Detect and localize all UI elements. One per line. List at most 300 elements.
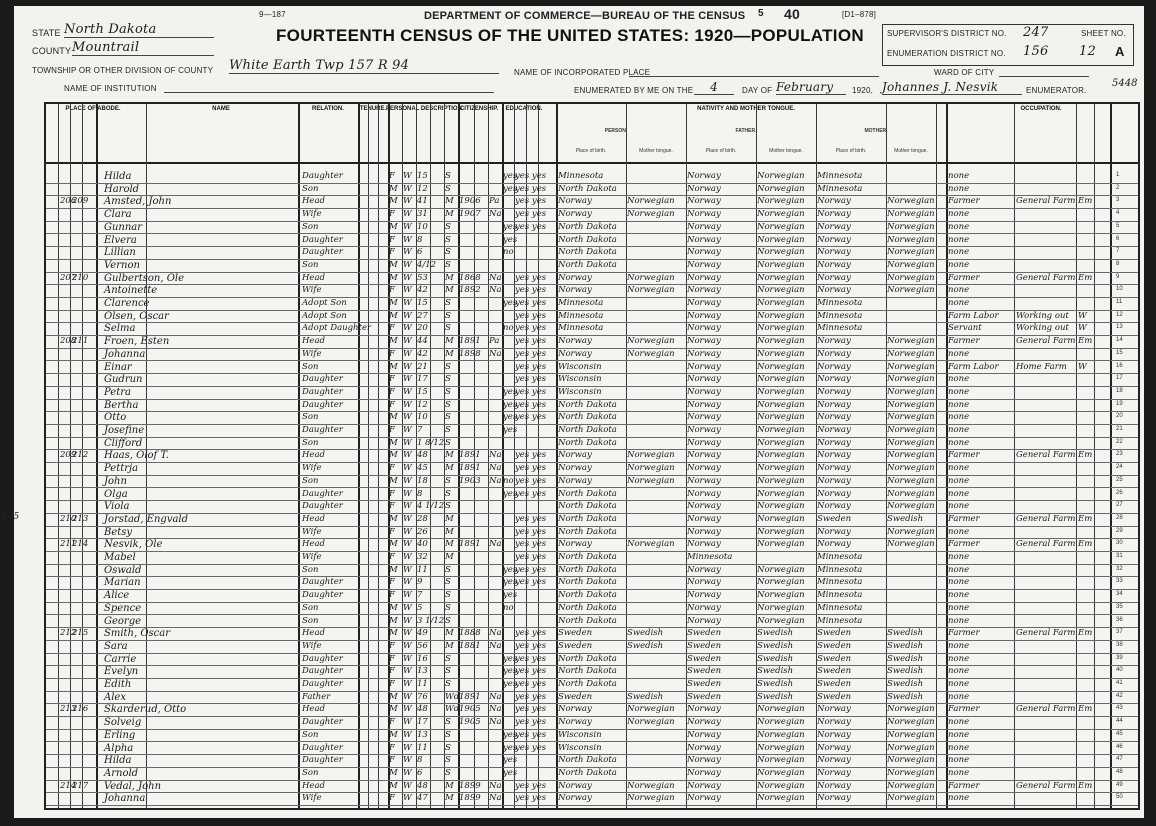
mother-birthplace-cell: Norway	[817, 717, 851, 728]
employment-class-cell: Em	[1078, 450, 1093, 461]
age-cell: 31	[417, 209, 428, 220]
naturalization-cell: Na	[489, 539, 502, 550]
age-cell: 6	[417, 767, 423, 778]
mother-native-tongue-cell: Norwegian	[887, 437, 935, 448]
mother-birthplace-cell: Norway	[817, 755, 851, 766]
enumerator-name: Johannes J. Nesvik	[882, 80, 1022, 95]
birthplace-cell: Wisconsin	[558, 742, 602, 753]
occupation-cell: none	[948, 399, 970, 410]
line-number: 43	[1116, 705, 1123, 712]
occupation-cell: none	[948, 729, 970, 740]
person-name-cell: Harold	[104, 183, 140, 195]
institution-label: NAME OF INSTITUTION	[64, 84, 157, 93]
father-birthplace-cell: Norway	[687, 323, 721, 334]
mother-native-tongue-cell: Norwegian	[887, 729, 935, 740]
relation-cell: Daughter	[302, 666, 343, 677]
table-row	[46, 221, 1138, 235]
father-tongue-cell: Norwegian	[757, 513, 805, 524]
relation-cell: Daughter	[302, 374, 343, 385]
relation-cell: Daughter	[302, 501, 343, 512]
year-immigration-cell: 1903	[459, 475, 481, 486]
mother-birthplace-cell: Norway	[817, 463, 851, 474]
occupation-cell: none	[948, 666, 970, 677]
mother-native-tongue-cell: Norwegian	[887, 501, 935, 512]
father-birthplace-cell: Norway	[687, 488, 721, 499]
race-cell: W	[403, 539, 412, 550]
sex-cell: F	[389, 425, 395, 435]
family-number-cell: 217	[72, 780, 89, 791]
marital-status-cell: M	[445, 793, 454, 804]
naturalization-cell: Na	[489, 691, 502, 702]
mother-birthplace-cell: Norway	[817, 780, 851, 791]
school-attendance-cell: no	[503, 475, 514, 486]
relation-cell: Son	[302, 259, 319, 270]
school-attendance-cell: yes	[503, 399, 518, 410]
person-name-cell: Edith	[104, 679, 132, 690]
school-attendance-cell: yes	[503, 171, 518, 181]
table-row	[46, 703, 1138, 717]
employment-class-cell: Em	[1078, 196, 1093, 207]
year-immigration-cell: 1891	[459, 463, 481, 474]
line-number: 20	[1116, 413, 1123, 420]
father-tongue-cell: Swedish	[757, 666, 794, 677]
read-write-cell: yes yes	[515, 628, 547, 639]
mother-native-tongue-cell: Norwegian	[887, 450, 935, 461]
birthplace-cell: Sweden	[558, 691, 593, 702]
father-birthplace-cell: Norway	[687, 336, 721, 347]
race-cell: W	[403, 437, 412, 448]
age-cell: 27	[417, 310, 428, 321]
sex-cell: F	[389, 679, 395, 689]
mother-birthplace-cell: Minnesota	[817, 602, 863, 613]
birthplace-cell: North Dakota	[558, 602, 617, 613]
mother-native-tongue-cell: Norwegian	[887, 425, 935, 435]
mother-native-tongue-cell: Norwegian	[887, 285, 935, 296]
father-birthplace-cell: Norway	[687, 234, 721, 245]
age-cell: 42	[417, 285, 428, 296]
relation-cell: Son	[302, 475, 319, 486]
father-birthplace-cell: Norway	[687, 361, 721, 372]
marital-status-cell: M	[445, 196, 454, 207]
father-tongue-cell: Norwegian	[757, 590, 805, 601]
person-name-cell: Alpha	[104, 742, 134, 754]
read-write-cell: yes yes	[515, 463, 547, 474]
relation-cell: Head	[302, 272, 325, 283]
race-cell: W	[403, 590, 412, 601]
table-row	[46, 208, 1138, 222]
mother-birthplace-cell: Norway	[817, 488, 851, 499]
sex-cell: F	[389, 399, 395, 410]
industry-cell: General Farm	[1016, 196, 1076, 207]
mother-birthplace-cell: Sweden	[817, 513, 852, 524]
father-birthplace-cell: Norway	[687, 209, 721, 220]
enum-district-value: 156	[1023, 44, 1049, 59]
relation-cell: Daughter	[302, 755, 343, 766]
year-immigration-cell: 1891	[459, 336, 481, 347]
occupation-cell: none	[948, 691, 970, 702]
year-immigration-cell: 1868	[459, 272, 481, 283]
race-cell: W	[403, 704, 412, 715]
father-birthplace-cell: Norway	[687, 755, 721, 766]
race-cell: W	[403, 386, 412, 397]
marital-status-cell: S	[445, 234, 451, 245]
person-name-cell: Solveig	[104, 717, 142, 729]
line-number: 18	[1116, 387, 1123, 394]
dwelling-number-cell: 209	[60, 450, 77, 461]
father-tongue-cell: Norwegian	[757, 717, 805, 728]
birthplace-cell: Wisconsin	[558, 386, 602, 397]
person-name-cell: Johanna	[104, 793, 146, 805]
mother-tongue-cell: Swedish	[627, 640, 664, 651]
father-tongue-cell: Norwegian	[757, 247, 805, 258]
occupation-cell: Farmer	[948, 336, 980, 347]
table-row	[46, 691, 1138, 705]
census-title: FOURTEENTH CENSUS OF THE UNITED STATES: 1920—POPULATION	[276, 26, 864, 45]
person-name-cell: Amsted, John	[104, 196, 172, 208]
birthplace-cell: Norway	[558, 272, 592, 283]
line-number: 24	[1116, 464, 1123, 471]
table-row	[46, 564, 1138, 578]
school-attendance-cell: yes	[503, 425, 518, 435]
family-number-cell: 213	[72, 513, 89, 524]
birthplace-cell: Norway	[558, 793, 592, 804]
father-birthplace-cell: Norway	[687, 475, 721, 486]
naturalization-cell: Na	[489, 450, 502, 461]
father-tongue-cell: Norwegian	[757, 209, 805, 220]
father-birthplace-cell: Norway	[687, 247, 721, 258]
mother-birthplace-cell: Norway	[817, 399, 851, 410]
mother-birthplace-cell: Norway	[817, 374, 851, 385]
race-cell: W	[403, 234, 412, 245]
race-cell: W	[403, 564, 412, 575]
father-tongue-cell: Norwegian	[757, 348, 805, 359]
occupation-cell: none	[948, 209, 970, 220]
sex-cell: F	[389, 742, 395, 753]
sex-cell: M	[389, 221, 398, 232]
relation-cell: Daughter	[302, 399, 343, 410]
mother-birthplace-cell: Sweden	[817, 653, 852, 664]
birthplace-cell: Sweden	[558, 640, 593, 651]
sex-cell: F	[389, 374, 395, 385]
table-row	[46, 297, 1138, 311]
mother-native-tongue-cell: Norwegian	[887, 488, 935, 499]
occupation-cell: none	[948, 793, 970, 804]
employment-class-cell: Em	[1078, 628, 1093, 639]
age-cell: 4 1/12	[417, 501, 445, 512]
table-row	[46, 411, 1138, 425]
marital-status-cell: S	[445, 742, 451, 753]
father-birthplace-cell: Norway	[687, 767, 721, 778]
person-name-cell: Jorstad, Engvald	[104, 513, 189, 525]
marital-status-cell: S	[445, 653, 451, 664]
relation-cell: Son	[302, 767, 319, 778]
mother-native-tongue-cell: Norwegian	[887, 767, 935, 778]
father-birthplace-cell: Norway	[687, 425, 721, 435]
race-cell: W	[403, 475, 412, 486]
institution-value-line	[164, 82, 494, 93]
mother-tongue-cell: Norwegian	[627, 793, 675, 804]
line-number: 45	[1116, 730, 1123, 737]
age-cell: 53	[417, 272, 428, 283]
person-name-cell: Olga	[104, 488, 128, 500]
relation-cell: Head	[302, 704, 325, 715]
person-name-cell: Erling	[104, 729, 136, 741]
table-row	[46, 449, 1138, 463]
sub-person-tongue: Mother tongue.	[639, 148, 673, 154]
mother-birthplace-cell: Minnesota	[817, 552, 863, 562]
father-tongue-cell: Norwegian	[757, 704, 805, 715]
school-attendance-cell: yes	[503, 666, 518, 677]
person-name-cell: Oswald	[104, 564, 142, 576]
line-number: 25	[1116, 476, 1123, 483]
father-tongue-cell: Norwegian	[757, 577, 805, 588]
form-code: [D1–878]	[842, 10, 877, 19]
father-birthplace-cell: Sweden	[687, 679, 722, 689]
read-write-cell: yes yes	[515, 209, 547, 220]
read-write-cell: yes yes	[515, 552, 547, 562]
mother-tongue-cell: Norwegian	[627, 272, 675, 283]
occupation-cell: none	[948, 374, 970, 385]
birthplace-cell: North Dakota	[558, 259, 617, 270]
industry-cell: Working out	[1016, 323, 1069, 334]
person-name-cell: Sara	[104, 640, 128, 652]
birthplace-cell: Wisconsin	[558, 374, 602, 385]
race-cell: W	[403, 196, 412, 207]
read-write-cell: yes yes	[515, 450, 547, 461]
race-cell: W	[403, 729, 412, 740]
occupation-cell: none	[948, 755, 970, 766]
enumerated-label: ENUMERATED BY ME ON THE	[574, 86, 694, 95]
read-write-cell: yes yes	[515, 717, 547, 728]
marital-status-cell: S	[445, 374, 451, 385]
age-cell: 20	[417, 323, 428, 334]
father-tongue-cell: Norwegian	[757, 285, 805, 296]
table-row	[46, 475, 1138, 489]
birthplace-cell: Norway	[558, 704, 592, 715]
table-row	[46, 462, 1138, 476]
table-row	[46, 361, 1138, 375]
year-immigration-cell: 1898	[459, 348, 481, 359]
mother-native-tongue-cell: Swedish	[887, 691, 924, 702]
group-name: NAME	[212, 106, 230, 112]
relation-cell: Head	[302, 450, 325, 461]
mother-birthplace-cell: Norway	[817, 209, 851, 220]
line-number: 26	[1116, 489, 1123, 496]
birthplace-cell: Norway	[558, 336, 592, 347]
dwelling-number-cell: 214	[60, 780, 77, 791]
father-tongue-cell: Norwegian	[757, 615, 805, 626]
father-birthplace-cell: Minnesota	[687, 552, 733, 562]
father-tongue-cell: Norwegian	[757, 729, 805, 740]
person-name-cell: Otto	[104, 412, 127, 424]
relation-cell: Daughter	[302, 679, 343, 689]
sheet-letter: A	[1115, 44, 1125, 59]
age-cell: 48	[417, 450, 428, 461]
mother-birthplace-cell: Norway	[817, 272, 851, 283]
table-row	[46, 386, 1138, 400]
incorporated-place-line	[629, 66, 879, 77]
birthplace-cell: North Dakota	[558, 412, 617, 423]
naturalization-cell: Na	[489, 272, 502, 283]
father-tongue-cell: Norwegian	[757, 374, 805, 385]
age-cell: 8	[417, 234, 423, 245]
line-number: 22	[1116, 438, 1123, 445]
relation-cell: Adopt Son	[302, 310, 347, 321]
school-attendance-cell: yes	[503, 412, 518, 423]
naturalization-cell: Na	[489, 463, 502, 474]
line-number: 4	[1116, 210, 1120, 217]
mother-birthplace-cell: Norway	[817, 285, 851, 296]
age-cell: 17	[417, 374, 428, 385]
mother-birthplace-cell: Sweden	[817, 691, 852, 702]
father-birthplace-cell: Sweden	[687, 691, 722, 702]
state-value: North Dakota	[64, 22, 214, 38]
age-cell: 9	[417, 577, 423, 588]
year-immigration-cell: 1888	[459, 628, 481, 639]
marital-status-cell: S	[445, 666, 451, 677]
age-cell: 4/12	[417, 259, 437, 270]
mother-tongue-cell: Norwegian	[627, 704, 675, 715]
occupation-cell: none	[948, 475, 970, 486]
father-birthplace-cell: Norway	[687, 539, 721, 550]
age-cell: 26	[417, 526, 428, 537]
naturalization-cell: Na	[489, 209, 502, 220]
table-row	[46, 246, 1138, 260]
table-row	[46, 526, 1138, 540]
person-name-cell: Gunnar	[104, 221, 143, 233]
school-attendance-cell: yes	[503, 221, 518, 232]
naturalization-cell: Na	[489, 704, 502, 715]
person-name-cell: Petra	[104, 386, 131, 398]
sub-father: FATHER.	[735, 128, 757, 134]
age-cell: 13	[417, 666, 428, 677]
father-birthplace-cell: Norway	[687, 729, 721, 740]
mother-birthplace-cell: Norway	[817, 501, 851, 512]
father-tongue-cell: Norwegian	[757, 399, 805, 410]
father-tongue-cell: Norwegian	[757, 463, 805, 474]
table-row	[46, 602, 1138, 616]
dwelling-number-cell: 207	[60, 272, 77, 283]
age-cell: 15	[417, 386, 428, 397]
group-place-of-abode: PLACE OF ABODE.	[65, 106, 121, 112]
occupation-cell: none	[948, 171, 970, 181]
father-tongue-cell: Norwegian	[757, 310, 805, 321]
mother-tongue-cell: Norwegian	[627, 539, 675, 550]
age-cell: 11	[417, 679, 428, 689]
relation-cell: Wife	[302, 552, 322, 562]
birthplace-cell: Minnesota	[558, 310, 604, 321]
sex-cell: F	[389, 653, 395, 664]
age-cell: 47	[417, 793, 428, 804]
father-birthplace-cell: Norway	[687, 704, 721, 715]
mother-native-tongue-cell: Norwegian	[887, 196, 935, 207]
relation-cell: Head	[302, 196, 325, 207]
person-name-cell: Froen, Esten	[104, 336, 170, 348]
county-value: Mountrail	[72, 40, 214, 56]
line-number: 34	[1116, 591, 1123, 598]
school-attendance-cell: yes	[503, 386, 518, 397]
father-tongue-cell: Norwegian	[757, 183, 805, 194]
line-number: 32	[1116, 565, 1123, 572]
table-row	[46, 742, 1138, 756]
father-birthplace-cell: Norway	[687, 717, 721, 728]
marital-status-cell: S	[445, 310, 451, 321]
father-birthplace-cell: Sweden	[687, 640, 722, 651]
line-number: 33	[1116, 578, 1123, 585]
birthplace-cell: North Dakota	[558, 437, 617, 448]
mother-tongue-cell: Norwegian	[627, 348, 675, 359]
sex-cell: M	[389, 298, 398, 308]
father-birthplace-cell: Norway	[687, 221, 721, 232]
race-cell: W	[403, 463, 412, 474]
mother-native-tongue-cell: Norwegian	[887, 386, 935, 397]
table-row	[46, 576, 1138, 590]
read-write-cell: yes yes	[515, 679, 547, 689]
table-row	[46, 183, 1138, 197]
mother-tongue-cell: Norwegian	[627, 463, 675, 474]
read-write-cell: yes yes	[515, 526, 547, 537]
marital-status-cell: S	[445, 259, 451, 270]
person-name-cell: Hilda	[104, 171, 132, 182]
sub-person: PERSON.	[604, 128, 628, 134]
father-birthplace-cell: Norway	[687, 463, 721, 474]
person-name-cell: Smith, Oscar	[104, 628, 171, 640]
sex-cell: F	[389, 755, 395, 766]
birthplace-cell: Norway	[558, 450, 592, 461]
relation-cell: Adopt Daughter	[302, 323, 372, 334]
read-write-cell: yes yes	[515, 386, 547, 397]
sex-cell: F	[389, 171, 395, 181]
line-number: 17	[1116, 375, 1123, 382]
person-name-cell: Betsy	[104, 526, 133, 538]
father-tongue-cell: Norwegian	[757, 221, 805, 232]
ward-line	[999, 66, 1089, 77]
read-write-cell: yes yes	[515, 475, 547, 486]
county-label: COUNTY	[32, 46, 72, 56]
industry-cell: Home Farm	[1016, 361, 1067, 372]
school-attendance-cell: yes	[503, 298, 518, 308]
occupation-cell: none	[948, 577, 970, 588]
industry-cell: General Farm	[1016, 628, 1076, 639]
line-number: 29	[1116, 527, 1123, 534]
race-cell: W	[403, 691, 412, 702]
read-write-cell: yes yes	[515, 488, 547, 499]
occupation-cell: none	[948, 298, 970, 308]
person-name-cell: Clifford	[104, 437, 143, 449]
table-row	[46, 310, 1138, 324]
sex-cell: F	[389, 717, 395, 728]
age-cell: 28	[417, 513, 428, 524]
relation-cell: Daughter	[302, 386, 343, 397]
birthplace-cell: North Dakota	[558, 247, 617, 258]
group-relation: RELATION.	[312, 106, 344, 112]
father-birthplace-cell: Norway	[687, 171, 721, 181]
sex-cell: F	[389, 590, 395, 601]
mother-birthplace-cell: Norway	[817, 526, 851, 537]
occupation-cell: none	[948, 234, 970, 245]
marital-status-cell: S	[445, 755, 451, 766]
marital-status-cell: Wd	[445, 704, 460, 715]
race-cell: W	[403, 247, 412, 258]
line-number: 28	[1116, 514, 1123, 521]
race-cell: W	[403, 640, 412, 651]
table-row	[46, 284, 1138, 298]
age-cell: 11	[417, 564, 428, 575]
sex-cell: M	[389, 704, 398, 715]
mother-birthplace-cell: Minnesota	[817, 298, 863, 308]
sex-cell: F	[389, 323, 395, 334]
occupation-cell: none	[948, 653, 970, 664]
